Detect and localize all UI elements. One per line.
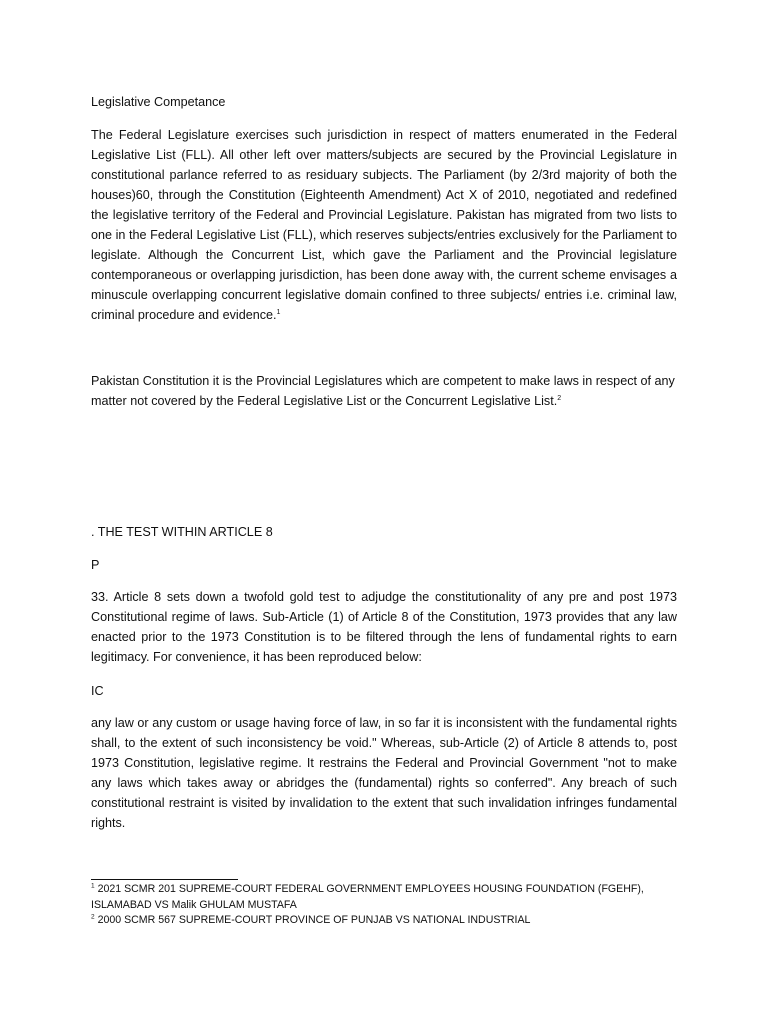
footnote-ref-1[interactable]: 1 xyxy=(276,308,281,316)
footnote-ref-2[interactable]: 2 xyxy=(557,394,562,402)
footnote-1 xyxy=(91,882,677,913)
paragraph-text: The Federal Legislature exercises such jurisdiction in respect of matters enumerated in the Federal Legislative List (FLL). All other left over matters/subjects are secured by the Provincial Legislature in constitutional parlance referred to as residuary subjects. The Parliament (by 2/3rd majority of both the houses)60, through the Constitution (Eighteenth Amendment) Act X of 2010, negotiated and redefined the legislative territory of the Federal and Provincial Legislature. Pakistan has migrated from two lists to one in the Federal Legislative List (FLL), which reserves subjects/entries exclusively for the Parliament to legislate. Although the Concurrent List, which gave the Parliament and the Provincial legislature contemporaneous or overlapping jurisdiction, has been done away with, the current scheme envisages a minuscule overlapping concurrent legislative domain confined to three subjects/ entries i.e. criminal law, criminal procedure and evidence. xyxy=(91,128,677,322)
footnote-2 xyxy=(91,913,677,929)
section-heading: . THE TEST WITHIN ARTICLE 8 xyxy=(91,525,273,539)
stray-letters-ic: IC xyxy=(91,684,104,698)
paragraph-legislative-competence xyxy=(91,125,677,325)
footnote-number: 1 xyxy=(91,882,95,890)
paragraph-provincial-legislatures xyxy=(91,371,677,411)
paragraph-inconsistency: any law or any custom or usage having force of law, in so far it is inconsistent with the fundamental rights shall, to the extent of such inconsistency be void." Whereas, sub-Article (2) of Article 8 attends to, post 1973 Constitution, legislative regime. It restrains the Federal and Provincial Government "not to make any laws which takes away or abridges the (fundamental) rights so conferred". Any breach of such constitutional restraint is visited by invalidation to the extent that such invalidation infringes fundamental rights. xyxy=(91,716,677,830)
stray-letter-p: P xyxy=(91,558,100,572)
footnote-number: 2 xyxy=(91,913,95,921)
footnote-separator xyxy=(91,879,238,880)
footnote-text: 2000 SCMR 567 SUPREME-COURT PROVINCE OF PUNJAB VS NATIONAL INDUSTRIAL xyxy=(94,914,531,926)
footnote-text: 2021 SCMR 201 SUPREME-COURT FEDERAL GOVERNMENT EMPLOYEES HOUSING FOUNDATION (FGEHF), ISLAMABAD VS Malik GHULAM MUSTAFA xyxy=(91,883,644,911)
paragraph-article-8-test: 33. Article 8 sets down a twofold gold test to adjudge the constitutionality of any pre and post 1973 Constitutional regime of laws. Sub-Article (1) of Article 8 of the Constitution, 1973 provides that any law enacted prior to the 1973 Constitution is to be filtered through the lens of fundamental rights to earn legitimacy. For convenience, it has been reproduced below: xyxy=(91,590,677,664)
paragraph-text: Pakistan Constitution it is the Provincial Legislatures which are competent to make laws in respect of any matter not covered by the Federal Legislative List or the Concurrent Legislative List. xyxy=(91,374,675,408)
document-heading: Legislative Competance xyxy=(91,95,226,109)
